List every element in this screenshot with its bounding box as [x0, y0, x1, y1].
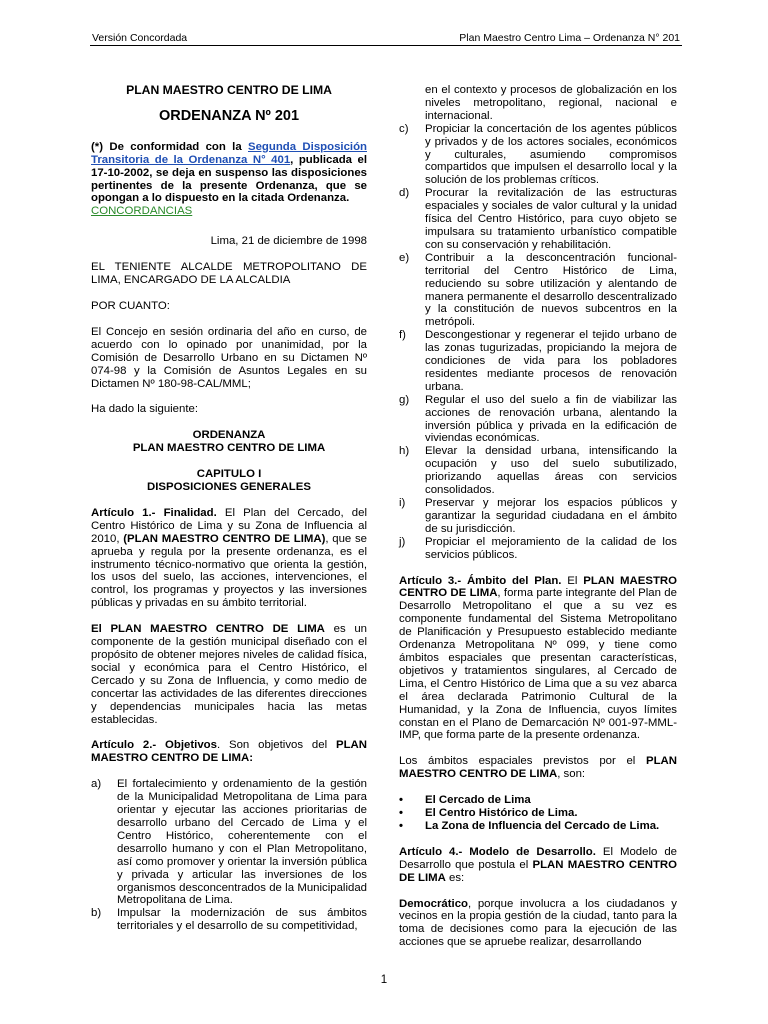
article-4 [399, 846, 677, 885]
date-line: Lima, 21 de diciembre de 1998 [210, 235, 367, 248]
democratico-label: Democrático [399, 897, 469, 910]
chapter-heading [91, 468, 367, 494]
article-2 [91, 739, 367, 765]
list-item [399, 536, 677, 562]
list-item-letter: e) [399, 251, 410, 264]
article-1 [91, 507, 367, 610]
ordinance-heading [91, 429, 367, 455]
bullet-icon: • [399, 807, 403, 820]
ordinance-heading-line2: PLAN MAESTRO CENTRO DE LIMA [132, 442, 326, 455]
list-item-text: Preservar y mejorar los espacios públicos y garantizar la seguridad ciudadana en el ámbito de su jurisdicción. [425, 497, 677, 535]
article-1-text-b: , que se aprueba y regula por la presente ordenanza, es el instrumento técnico-normativo que orienta la gestión, los usos del suelo, las acciones, intervenciones, el control, los programas y proyectos y las inversiones públicas y privadas en su ámbito territorial. [91, 532, 367, 610]
bullet-icon: • [399, 794, 403, 807]
article-3-text-a: El [561, 574, 584, 587]
list-item-letter: b) [91, 907, 102, 920]
list-item-letter: h) [399, 445, 410, 458]
plan-text: es un componente de la gestión municipal diseñado con el propósito de obtener mejores niveles de calidad física, social y económica para el Centro Histórico, el Cercado y su Zona de Influencia, y como medio de concertar las actividades de las diferentes direcciones y dependencias municipales hacia las metas establecidas. [91, 623, 367, 726]
list-item-text: El Cercado de Lima [425, 794, 531, 807]
plan-paragraph [91, 623, 367, 726]
list-item [399, 329, 677, 394]
article-3-text-b: , forma parte integrante del Plan de Desarrollo Metropolitano el que a su vez es componente fundamental del Sistema Metropolitano de Planificación y Presupuesto establecido mediante Ordenanza Metropolitana Nº 099, y tiene como ámbitos espaciales que presentan características, objetivos y tratamientos singulares, al Cercado de Lima, el Centro Histórico de Lima que a su vez abarca el área declarada Patrimonio Cultural de la Humanidad, y la Zona de Influencia, cuyos límites constan en el Plano de Demarcación Nº 001-97-MML-IMP, que forma parte de la presente ordenanza. [399, 587, 677, 742]
list-item-letter: a) [91, 778, 102, 791]
ambitos-bold: PLAN MAESTRO CENTRO DE LIMA [399, 755, 677, 781]
ambitos-paragraph [399, 755, 677, 781]
list-item-text: El Centro Histórico de Lima. [425, 807, 578, 820]
note-suffix: , publicada el 17-10-2002, se deja en suspenso las disposiciones pertinentes de la presente Ordenanza, que se opongan a lo dispuesto en la citada Ordenanza. [91, 153, 367, 205]
list-item [399, 252, 677, 329]
list-item-letter: i) [399, 497, 406, 509]
item-b-continued: en el contexto y procesos de globalización en los niveles metropolitano, regional, nacional e internacional. [425, 84, 677, 122]
article-2-label: Artículo 2.- Objetivos [91, 739, 217, 752]
list-item-text: Contribuir a la desconcentración funcional-territorial del Centro Histórico de Lima, reduciendo su sobre utilización y alentando de manera permanente el desarrollo descentralizado y la constitución de nuevos subcentros en la metrópoli. [425, 251, 677, 329]
concordancias-link[interactable]: CONCORDANCIAS [91, 205, 193, 218]
por-cuanto: POR CUANTO: [91, 299, 170, 312]
list-item-text: Descongestionar y regenerar el tejido urbano de las zonas tugurizadas, propiciando la mejora de condiciones de vida para los pobladores residentes mediante procesos de renovación urbana. [425, 329, 677, 393]
article-1-bold: (PLAN MAESTRO CENTRO DE LIMA) [123, 532, 326, 545]
header-rule [90, 45, 682, 46]
list-item-letter: j) [399, 535, 406, 548]
list-item [399, 445, 677, 497]
ambitos-text-a: Los ámbitos espaciales previstos por el [399, 755, 646, 768]
article-1-label: Artículo 1.- Finalidad. [91, 506, 217, 519]
list-item-text: El fortalecimiento y ordenamiento de la gestión de la Municipalidad Metropolitana de Lima para orientar y ejecutar las acciones prioritarias de desarrollo urbano del Cercado de Lima y el Centro Histórico, coherentemente con el desarrollo humano y con el Plan Metropolitano, así como promover y orientar la inversión pública y privada y articular las inversiones de los organismos desconcentrados de la Municipalidad Metropolitana de Lima. [117, 778, 367, 907]
list-item-letter: f) [399, 329, 406, 342]
doc-title: PLAN MAESTRO CENTRO DE LIMA [126, 83, 332, 97]
right-column [399, 84, 677, 962]
list-item [399, 820, 677, 833]
article-2-bold: PLAN MAESTRO CENTRO DE LIMA: [91, 739, 367, 765]
list-item-text: Propiciar la concertación de los agentes públicos y privados y de los actores sociales, económicos y culturales, asumiendo compromisos compartidos que impulsen el desarrollo local y la solución de los problemas críticos. [425, 122, 677, 187]
list-item [399, 187, 677, 252]
list-item-letter: c) [399, 122, 409, 135]
header-left-text: Versión Concordada [92, 32, 188, 44]
list-item-text: Procurar la revitalización de las estructuras espaciales y sociales de valor cultural y la unidad física del Centro Histórico, para cuyo objeto se impulsara su tratamiento urbanístico compatible con su conservación y rehabilitación. [425, 187, 677, 251]
teniente-alcalde: EL TENIENTE ALCALDE METROPOLITANO DE LIMA, ENCARGADO DE LA ALCALDIA [91, 261, 367, 287]
article-4-label: Artículo 4.- Modelo de Desarrollo. [399, 845, 596, 858]
list-item [399, 497, 677, 536]
article-3-label: Artículo 3.- Ámbito del Plan. [399, 574, 562, 587]
header-right-text: Plan Maestro Centro Lima – Ordenanza N° 201 [459, 32, 680, 44]
objectives-list-right [399, 123, 677, 562]
article-4-bold: PLAN MAESTRO CENTRO DE LIMA [399, 858, 677, 884]
democratico-paragraph [399, 898, 677, 950]
list-item [399, 394, 677, 446]
article-2-text: . Son objetivos del [216, 739, 336, 752]
ha-dado: Ha dado la siguiente: [91, 403, 199, 416]
objectives-list-left [91, 778, 367, 933]
article-3 [399, 575, 677, 743]
ambitos-text-b: , son: [557, 768, 586, 781]
article-4-text-a: El Modelo de Desarrollo que postula el [399, 845, 677, 871]
list-item [399, 794, 677, 807]
note-prefix: (*) De conformidad con la [91, 140, 248, 153]
list-item-text: Impulsar la modernización de sus ámbitos territoriales y el desarrollo de su competitividad, [117, 907, 367, 933]
list-item [91, 907, 367, 933]
disposicion-link[interactable]: Segunda Disposición Transitoria de la Ordenanza N° 401 [91, 140, 367, 166]
list-item-text: Propiciar el mejoramiento de la calidad de los servicios públicos. [425, 535, 677, 561]
ordinance-number: ORDENANZA Nº 201 [158, 107, 300, 124]
ordinance-heading-line1: ORDENANZA [192, 429, 266, 442]
concejo-paragraph: El Concejo en sesión ordinaria del año en curso, de acuerdo con lo opinado por unanimidad, por la Comisión de Desarrollo Urbano en su Dictamen Nº 074-98 y la Comisión de Asuntos Legales en su Dictamen Nº 180-98-CAL/MML; [91, 325, 367, 390]
list-item [91, 778, 367, 907]
left-column [91, 84, 367, 946]
plan-bold: El PLAN MAESTRO CENTRO DE LIMA [91, 623, 325, 636]
list-item-text: Elevar la densidad urbana, intensificando la ocupación y uso del suelo subutilizado, priorizando aquellas áreas con servicios consolidados. [425, 445, 677, 497]
suspension-note [91, 141, 367, 218]
democratico-text: , porque involucra a los ciudadanos y vecinos en la propia gestión de la ciudad, tanto para la toma de decisiones como para la ejecución de las acciones que se apruebe realizar, desarrollando [399, 897, 677, 949]
list-item [399, 123, 677, 188]
list-item [399, 807, 677, 820]
page-number: 1 [380, 974, 388, 986]
list-item-text: La Zona de Influencia del Cercado de Lima. [425, 819, 660, 832]
bullet-icon: • [399, 819, 403, 832]
list-item-text: Regular el uso del suelo a fin de viabilizar las acciones de renovación urbana, alentando la inversión pública y privada en la edificación de viviendas económicas. [425, 393, 677, 445]
list-item-letter: d) [399, 187, 410, 200]
chapter-title: DISPOSICIONES GENERALES [147, 481, 311, 494]
article-1-text-a: El Plan del Cercado, del Centro Histórico de Lima y su Zona de Influencia al 2010, [91, 506, 367, 545]
article-4-text-b: es: [445, 871, 465, 884]
article-3-bold: PLAN MAESTRO CENTRO DE LIMA [399, 574, 677, 600]
list-item-letter: g) [399, 393, 410, 406]
chapter-number: CAPITULO I [196, 468, 262, 481]
ambitos-list [399, 794, 677, 833]
